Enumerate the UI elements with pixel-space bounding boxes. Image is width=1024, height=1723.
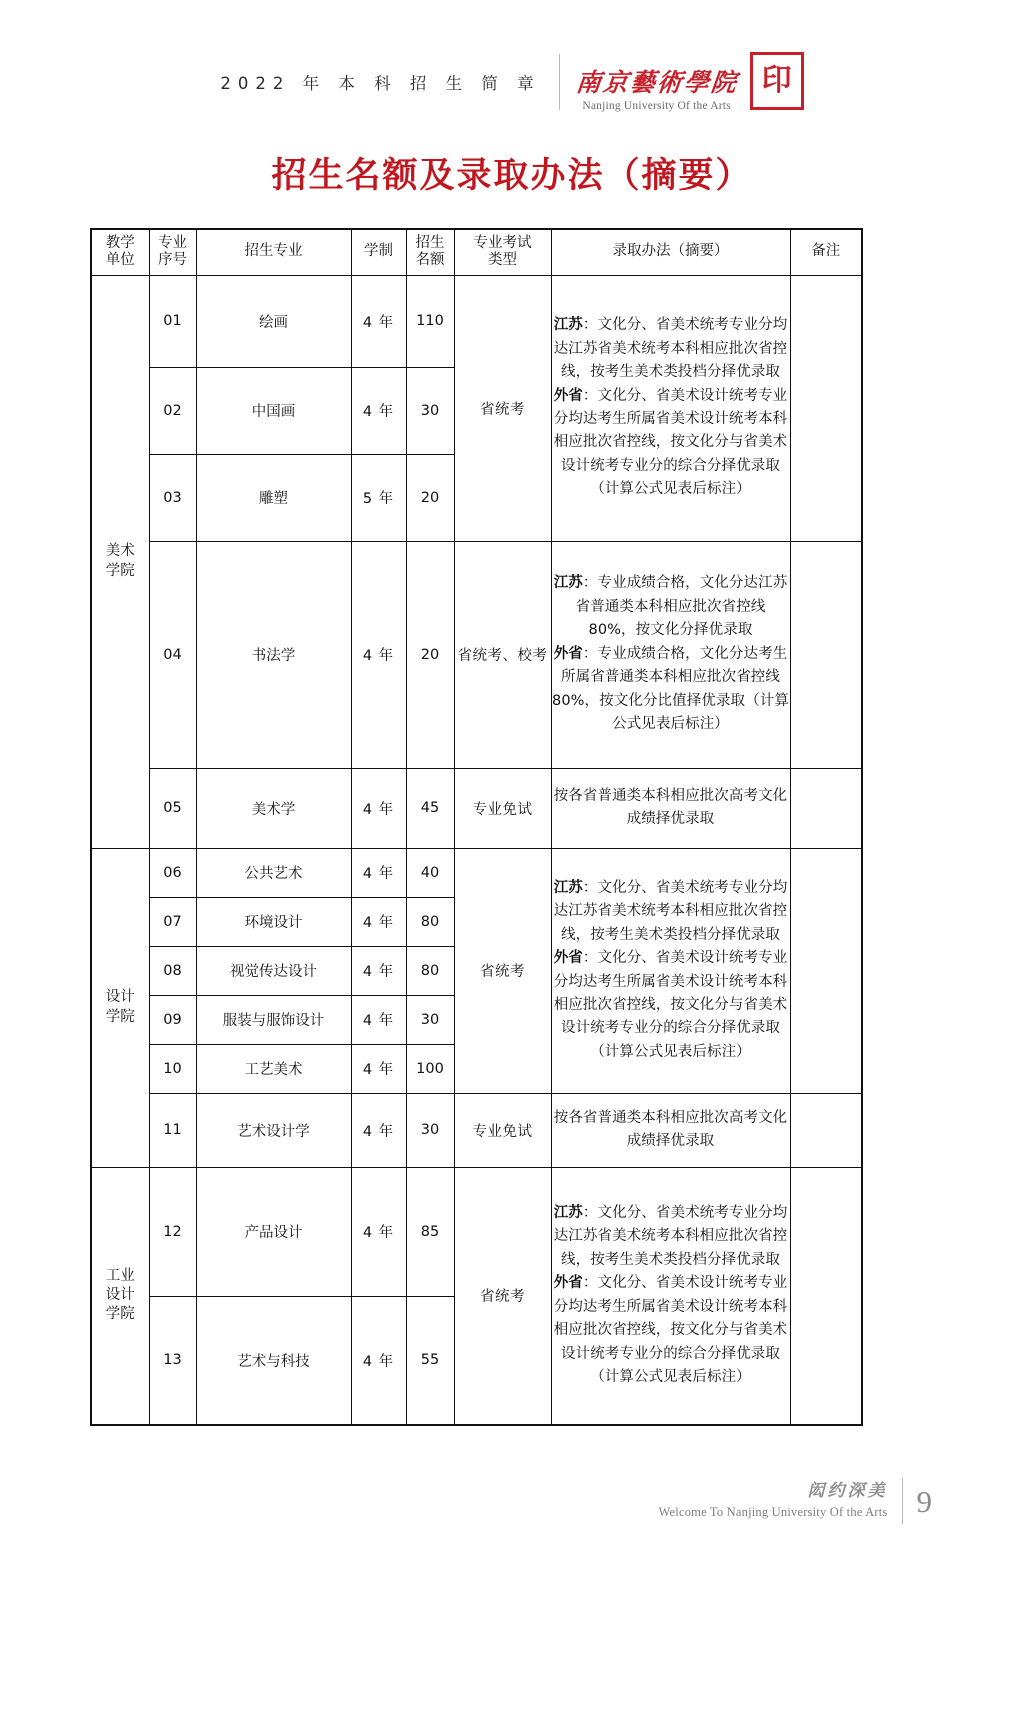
cell-exam-type: 省统考: [454, 848, 551, 1093]
cell-index: 11: [149, 1093, 196, 1167]
rule-text-jiangsu: ：专业成绩合格，文化分达江苏省普通类本科相应批次省控线 80%，按文化分择优录取: [575, 575, 788, 639]
cell-years: 4 年: [351, 1296, 406, 1425]
column-header-index: [149, 229, 196, 275]
cell-note: [790, 1093, 862, 1167]
index-header-line2: 序号: [158, 252, 187, 269]
cell-quota: 80: [406, 946, 454, 995]
rule-label-jiangsu: 江苏: [553, 879, 583, 896]
cell-major: 美术学: [196, 768, 351, 848]
cell-years: 4 年: [351, 897, 406, 946]
rule-label-jiangsu: 江苏: [553, 317, 583, 334]
cell-note: [790, 1167, 862, 1425]
seal-icon: 印: [750, 52, 804, 110]
rule-label-jiangsu: 江苏: [553, 1204, 583, 1221]
rule-label-other: 外省: [553, 950, 583, 967]
cell-index: 02: [149, 367, 196, 454]
unit-line2: 学院: [105, 562, 135, 579]
unit-line2: 学院: [105, 1008, 135, 1025]
cell-index: 03: [149, 454, 196, 541]
cell-major: 产品设计: [196, 1167, 351, 1296]
quota-header-line2: 名额: [415, 252, 445, 269]
rule-text-other: ：专业成绩合格，文化分达考生所属省普通类本科相应批次省控线 80%，按文化分比值择优录取（计算公式见表后标注）: [552, 645, 789, 733]
admissions-table: [90, 228, 863, 1426]
cell-exam-type: 省统考、校考: [454, 541, 551, 768]
table-row: [91, 275, 862, 367]
unit-line1: 美术: [105, 543, 135, 560]
cell-quota: 110: [406, 275, 454, 367]
column-header-rule: 录取办法（摘要）: [551, 229, 790, 275]
logo-name-en: Nanjing University Of the Arts: [582, 100, 731, 112]
rule-text-jiangsu: ：文化分、省美术统考专业分均达江苏省美术统考本科相应批次省控线，按考生美术类投档分择优录取: [553, 1204, 788, 1268]
cell-unit-industrial-design: [91, 1167, 149, 1425]
exam-header-line2: 类型: [488, 252, 517, 269]
table-header-row: [91, 229, 862, 275]
cell-index: 10: [149, 1044, 196, 1093]
table-row: [91, 541, 862, 768]
cell-major: 服装与服饰设计: [196, 995, 351, 1044]
cell-years: 5 年: [351, 454, 406, 541]
motto-calligraphy: 闳约深美: [807, 1480, 888, 1501]
unit-line3: 学院: [105, 1306, 135, 1323]
cell-major: 环境设计: [196, 897, 351, 946]
cell-years: 4 年: [351, 367, 406, 454]
table-row: [91, 1093, 862, 1167]
cell-rule-calligraphy: [551, 541, 790, 768]
table-row: [91, 1167, 862, 1296]
cell-exam-type: 专业免试: [454, 1093, 551, 1167]
cell-index: 05: [149, 768, 196, 848]
cell-major: 公共艺术: [196, 848, 351, 897]
cell-rule-exempt: 按各省普通类本科相应批次高考文化成绩择优录取: [551, 1093, 790, 1167]
table-row: [91, 848, 862, 897]
cell-years: 4 年: [351, 1044, 406, 1093]
unit-line1: 设计: [105, 989, 135, 1006]
page-title: 招生名额及录取办法（摘要）: [271, 155, 753, 196]
rule-label-other: 外省: [553, 645, 583, 662]
cell-note: [790, 275, 862, 541]
footer-divider: [902, 1478, 903, 1524]
cell-quota: 30: [406, 995, 454, 1044]
cell-years: 4 年: [351, 541, 406, 768]
footer-text-block: [659, 1482, 888, 1521]
cell-index: 01: [149, 275, 196, 367]
column-header-major: 招生专业: [196, 229, 351, 275]
quota-header-line1: 招生: [415, 234, 445, 251]
logo-text: [574, 67, 740, 112]
cell-exam-type: 专业免试: [454, 768, 551, 848]
column-header-years: 学制: [351, 229, 406, 275]
index-header-line1: 专业: [158, 234, 187, 251]
page-header: [0, 52, 1024, 112]
rule-label-other: 外省: [553, 387, 583, 404]
rule-label-jiangsu: 江苏: [553, 575, 583, 592]
cell-major: 雕塑: [196, 454, 351, 541]
rule-text-other: ：文化分、省美术设计统考专业分均达考生所属省美术设计统考本科相应批次省控线，按文化分与省美术设计统考专业分的综合分择优录取（计算公式见表后标注）: [553, 950, 788, 1060]
cell-quota: 45: [406, 768, 454, 848]
cell-index: 09: [149, 995, 196, 1044]
cell-quota: 100: [406, 1044, 454, 1093]
cell-note: [790, 768, 862, 848]
column-header-quota: [406, 229, 454, 275]
cell-major: 艺术与科技: [196, 1296, 351, 1425]
cell-quota: 85: [406, 1167, 454, 1296]
cell-index: 13: [149, 1296, 196, 1425]
rule-text-jiangsu: ：文化分、省美术统考专业分均达江苏省美术统考本科相应批次省控线，按考生美术类投档分择优录取: [553, 879, 788, 943]
column-header-note: 备注: [790, 229, 862, 275]
cell-index: 12: [149, 1167, 196, 1296]
cell-years: 4 年: [351, 275, 406, 367]
cell-years: 4 年: [351, 946, 406, 995]
cell-index: 07: [149, 897, 196, 946]
cell-rule-art-unified: [551, 275, 790, 541]
cell-note: [790, 541, 862, 768]
table-row: [91, 768, 862, 848]
cell-quota: 30: [406, 1093, 454, 1167]
cell-major: 视觉传达设计: [196, 946, 351, 995]
cell-major: 工艺美术: [196, 1044, 351, 1093]
cell-quota: 40: [406, 848, 454, 897]
cell-exam-type: 省统考: [454, 1167, 551, 1425]
cell-index: 04: [149, 541, 196, 768]
cell-quota: 55: [406, 1296, 454, 1425]
cell-quota: 20: [406, 541, 454, 768]
cell-major: 艺术设计学: [196, 1093, 351, 1167]
cell-quota: 30: [406, 367, 454, 454]
cell-years: 4 年: [351, 995, 406, 1044]
cell-major: 书法学: [196, 541, 351, 768]
cell-years: 4 年: [351, 848, 406, 897]
unit-header-line2: 单位: [105, 252, 135, 269]
cell-rule-art-unified: [551, 1167, 790, 1425]
cell-unit-design: [91, 848, 149, 1167]
cell-quota: 20: [406, 454, 454, 541]
unit-line2: 设计: [105, 1287, 135, 1304]
rule-text-other: ：文化分、省美术设计统考专业分均达考生所属省美术设计统考本科相应批次省控线，按文化分与省美术设计统考专业分的综合分择优录取（计算公式见表后标注）: [553, 1275, 788, 1386]
column-header-exam-type: [454, 229, 551, 275]
column-header-unit: [91, 229, 149, 275]
cell-note: [790, 848, 862, 1093]
unit-header-line1: 教学: [105, 234, 135, 251]
welcome-text: Welcome To Nanjing University Of the Arts: [658, 1505, 888, 1520]
cell-years: 4 年: [351, 1167, 406, 1296]
rule-label-other: 外省: [553, 1275, 583, 1292]
rule-text-jiangsu: ：文化分、省美术统考专业分均达江苏省美术统考本科相应批次省控线，按考生美术类投档分择优录取: [553, 317, 788, 381]
cell-index: 08: [149, 946, 196, 995]
cell-rule-art-unified: [551, 848, 790, 1093]
cell-years: 4 年: [351, 1093, 406, 1167]
cell-years: 4 年: [351, 768, 406, 848]
cell-index: 06: [149, 848, 196, 897]
logo-name-cn: 南京藝術學院: [574, 67, 740, 97]
cell-unit-fine-arts: [91, 275, 149, 848]
university-logo: [560, 52, 804, 112]
admissions-table-container: [90, 228, 861, 1426]
unit-line1: 工业: [105, 1268, 135, 1285]
rule-text-other: ：文化分、省美术设计统考专业分均达考生所属省美术设计统考本科相应批次省控线，按文化分与省美术设计统考专业分的综合分择优录取（计算公式见表后标注）: [553, 387, 788, 498]
exam-header-line1: 专业考试: [473, 234, 532, 251]
running-title: 2022 年 本 科 招 生 简 章: [220, 74, 541, 93]
cell-major: 中国画: [196, 367, 351, 454]
cell-major: 绘画: [196, 275, 351, 367]
cell-rule-exempt: 按各省普通类本科相应批次高考文化成绩择优录取: [551, 768, 790, 848]
page-footer: [0, 1478, 1024, 1524]
cell-quota: 80: [406, 897, 454, 946]
cell-exam-type: 省统考: [454, 275, 551, 541]
page-number: 9: [916, 1483, 932, 1519]
